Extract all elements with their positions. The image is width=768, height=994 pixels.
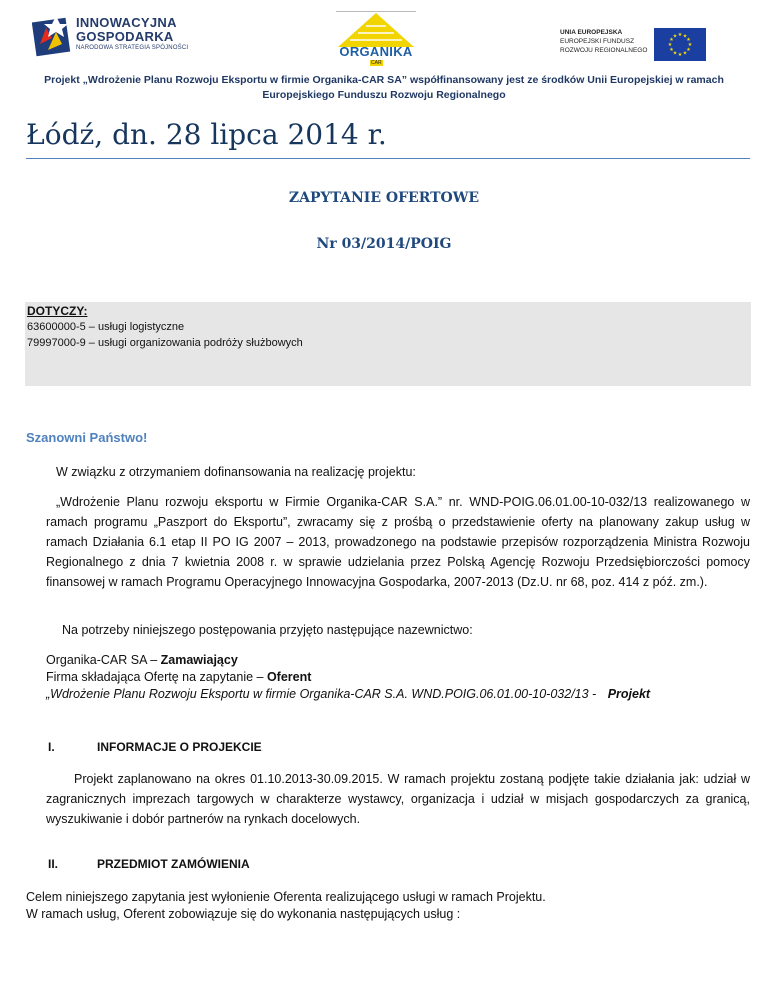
section-1-number: I. xyxy=(48,740,55,754)
svg-text:★: ★ xyxy=(667,42,673,48)
svg-text:★: ★ xyxy=(677,52,683,58)
section-2-line-1: Celem niniejszego zapytania jest wyłonienie Oferenta realizującego usługi w ramach Projektu. xyxy=(26,890,546,904)
svg-text:★: ★ xyxy=(682,33,688,40)
date-line: Łódź, dn. 28 lipca 2014 r. xyxy=(26,118,387,151)
concerning-heading: DOTYCZY: xyxy=(27,304,88,318)
svg-text:★: ★ xyxy=(682,50,688,57)
cpv-item: 63600000-5 – usługi logistyczne xyxy=(27,321,185,333)
cofinancing-note: Projekt „Wdrożenie Planu Rozwoju Eksportu w firmie Organika-CAR SA” współfinansowany jest ze środków Unii Europejskiej w ramach Europejskiego Funduszu Rozwoju Regionalnego xyxy=(44,74,724,101)
section-1-title: INFORMACJE O PROJEKCIE xyxy=(97,740,262,754)
intro-text: W związku z otrzymaniem dofinansowania na realizację projektu: xyxy=(56,465,416,479)
svg-text:★: ★ xyxy=(677,32,683,38)
naming-project-name: „Wdrożenie Planu Rozwoju Eksportu w firmie Organika-CAR S.A. WND.POIG.06.01.00-10-032/13 - xyxy=(46,687,597,701)
ig-title-2: GOSPODARKA xyxy=(76,29,174,44)
naming-intro: Na potrzeby niniejszego postępowania przyjęto następujące nazewnictwo: xyxy=(62,623,473,637)
naming-prefix: Firma składająca Ofertę na zapytanie – xyxy=(46,670,267,684)
eu-line-3: ROZWOJU REGIONALNEGO xyxy=(560,47,648,54)
section-1-text: Projekt zaplanowano na okres 01.10.2013-30.09.2015. W ramach projektu zostaną podjęte takie działania jak: udział w zagranicznych imprezach targowych w charakterze wystawcy, organizacja i udział w misjach gospodarczych za granicą, wyszukiwanie i dobór partnerów na rynkach docelowych. xyxy=(46,772,750,826)
concerning-box xyxy=(25,302,751,386)
naming-line-project xyxy=(46,684,650,704)
organika-sub: CAR xyxy=(371,60,382,66)
eu-line-1: UNIA EUROPEJSKA xyxy=(560,29,623,36)
eu-logo xyxy=(560,28,710,64)
section-2-number: II. xyxy=(48,857,59,871)
naming-term: Zamawiający xyxy=(160,653,238,667)
title-rule xyxy=(26,158,750,159)
organika-name: ORGANIKA xyxy=(339,44,413,59)
naming-term: Oferent xyxy=(266,670,312,684)
cpv-item: 79997000-9 – usługi organizowania podróży służbowych xyxy=(27,337,303,349)
innowacyjna-gospodarka-logo xyxy=(32,14,192,64)
eu-flag-icon xyxy=(654,28,706,61)
svg-text:★: ★ xyxy=(686,47,691,53)
organika-logo xyxy=(330,10,422,66)
svg-text:★: ★ xyxy=(687,42,693,48)
greeting: Szanowni Państwo! xyxy=(26,430,148,445)
svg-text:★: ★ xyxy=(686,37,691,43)
document-number: Nr 03/2014/POIG xyxy=(316,236,452,252)
ig-subtitle: NARODOWA STRATEGIA SPÓJNOŚCI xyxy=(76,45,189,51)
ig-emblem-icon xyxy=(32,14,74,58)
svg-text:★: ★ xyxy=(669,47,674,53)
section-2-title: PRZEDMIOT ZAMÓWIENIA xyxy=(97,857,250,871)
naming-term: Projekt xyxy=(607,687,651,701)
document-title: ZAPYTANIE OFERTOWE xyxy=(288,190,480,206)
project-paragraph: „Wdrożenie Planu rozwoju eksportu w Firmie Organika-CAR S.A.” nr. WND-POIG.06.01.00-10-032/13 realizowanego w ramach programu „Paszport do Eksportu”, zwracamy się z prośbą o przedstawienie oferty na planowany zakup usług w ramach Działania 6.1 etap II PO IG 2007 – 2013, prowadzonego na podstawie przepisów rozporządzenia Ministra Rozwoju Regionalnego z dnia 7 kwietnia 2008 r. w sprawie udzielania przez Polską Agencję Rozwoju Przedsiębiorczości pomocy finansowej w ramach Programu Operacyjnego Innowacyjna Gospodarka, 2007-2013 (Dz.U. nr 68, poz. 414 z póź. zm.). xyxy=(46,495,750,589)
section-2-line-2: W ramach usług, Oferent zobowiązuje się do wykonania następujących usług : xyxy=(26,907,461,921)
svg-text:★: ★ xyxy=(669,37,674,43)
eu-line-2: EUROPEJSKI FUNDUSZ xyxy=(560,38,635,45)
svg-text:★: ★ xyxy=(672,33,678,40)
svg-text:★: ★ xyxy=(672,50,678,57)
naming-prefix: Organika-CAR SA – xyxy=(46,653,161,667)
ig-title-1: INNOWACYJNA xyxy=(76,15,177,30)
